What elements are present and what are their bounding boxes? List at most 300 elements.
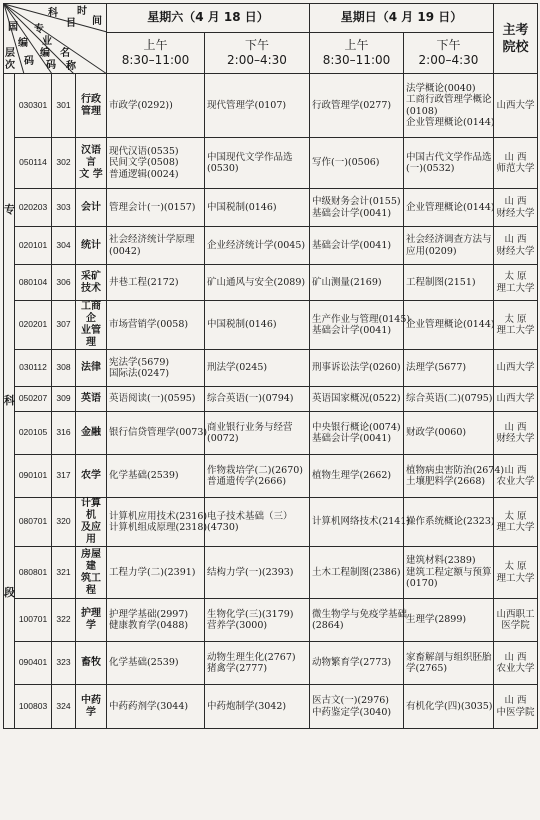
major-code-cell: 020105 (15, 412, 52, 455)
session-header (107, 33, 205, 74)
course-sat-am-cell (107, 189, 205, 227)
main-school-cell (494, 387, 538, 412)
major-code-cell: 090401 (15, 642, 52, 685)
course-sat-pm-cell (205, 685, 310, 729)
major-name-cell-line: 采矿 (81, 270, 101, 282)
course-sun-am-cell (310, 74, 404, 138)
diag-label-bian: 编 (18, 38, 28, 49)
course-sun-am-cell-line: 基础会计学(0041) (312, 207, 392, 219)
table-row (4, 599, 538, 642)
level-char: 段 (4, 585, 15, 599)
major-name-cell-line: 农学 (81, 470, 101, 481)
major-number-cell: 303 (52, 189, 76, 227)
major-name-cell (76, 227, 107, 265)
diag-label-ke: 科 (48, 8, 58, 19)
main-school-cell (494, 189, 538, 227)
major-name-cell (76, 642, 107, 685)
major-name-cell-line: 筑工程 (81, 572, 101, 596)
course-sat-pm-cell-line: 营养学(3000) (207, 620, 268, 631)
main-school-cell-line: 山西大学 (496, 393, 535, 405)
course-sun-am-cell (310, 685, 404, 729)
course-sun-pm-cell-line: 工商行政管理学概论 (406, 94, 492, 105)
major-name-cell (76, 412, 107, 455)
course-sun-pm-cell-line: 社会经济调查方法与 (406, 234, 492, 245)
main-school-cell (494, 685, 538, 729)
course-sun-am-cell-line: 矿山测量(2169) (312, 276, 382, 288)
course-sun-pm-cell-line: 建筑工程定额与预算 (406, 566, 492, 578)
major-code-cell: 030112 (15, 350, 52, 387)
major-name-cell-line: 护理学 (81, 608, 101, 631)
level-char: 科 (4, 394, 15, 408)
major-name-cell-line: 文 学 (79, 169, 103, 180)
main-school-cell-line: 太 原 (504, 271, 527, 282)
course-sat-pm-cell-line: 猪禽学(2777) (207, 663, 268, 674)
course-sun-am-cell (310, 301, 411, 350)
course-sun-am-cell-line: 基础会计学(0041) (312, 325, 392, 336)
course-sat-pm-cell (205, 138, 310, 189)
course-sun-am-cell-line: 中央银行概论(0074) (312, 421, 401, 433)
table-row (4, 455, 538, 498)
major-name-cell-line: 工商企 (81, 301, 101, 324)
course-sun-am-cell-line: 行政管理学(0277) (312, 99, 392, 111)
main-school-header-line: 院校 (502, 39, 529, 55)
major-number-cell: 322 (52, 599, 76, 642)
course-sun-am-cell-line: 动物繁育学(2773) (312, 657, 392, 669)
course-sun-am-cell (310, 455, 404, 498)
course-sun-pm-cell-line: 操作系统概论(2323) (406, 516, 495, 528)
course-sat-pm-cell (205, 265, 310, 301)
diag-label-shi: 时 (77, 6, 87, 17)
main-school-cell-line: 山 西 (504, 464, 527, 476)
course-sun-pm-cell (404, 350, 494, 387)
course-sun-am-cell-line: 中药鉴定学(3040) (312, 706, 392, 718)
table-row (4, 189, 538, 227)
course-sun-pm-cell (404, 547, 494, 599)
course-sat-pm-cell-line: (4730) (207, 522, 239, 533)
day1-header: 星期六（4 月 18 日） (107, 4, 310, 33)
table-row (4, 350, 538, 387)
major-name-cell (76, 455, 107, 498)
course-sat-pm-cell-line: 商业银行业务与经营 (207, 421, 293, 433)
major-number-cell: 302 (52, 138, 76, 189)
course-sat-am-cell-line: 银行信贷管理学(0073) (109, 427, 208, 439)
major-name-cell-line: 中药学 (81, 694, 101, 718)
course-sat-am-cell (107, 227, 205, 265)
main-school-cell (494, 227, 538, 265)
session-label: 上午 (143, 38, 168, 52)
course-sun-pm-cell (404, 642, 494, 685)
table-row (4, 642, 538, 685)
major-code-cell: 020201 (15, 301, 52, 350)
main-school-cell-line: 山西职工 (496, 608, 535, 620)
major-number-cell: 304 (52, 227, 76, 265)
course-sun-pm-cell-line: 植物病虫害防治(2674) (406, 464, 505, 476)
diag-label-yuan: 编 (40, 48, 50, 59)
diag-label-ma2: 码 (46, 60, 56, 71)
course-sun-pm-cell (404, 301, 494, 350)
main-school-cell (494, 455, 538, 498)
course-sat-am-cell (107, 301, 205, 350)
course-sun-am-cell-line: 生产作业与管理(0145) (312, 313, 411, 325)
course-sat-am-cell-line: 社会经济统计学原理 (109, 234, 195, 245)
course-sun-pm-cell-line: 法理学(5677) (406, 362, 467, 374)
major-name-cell-line: 行政 (81, 93, 101, 105)
course-sat-pm-cell (205, 455, 310, 498)
main-school-cell-line: 山西大学 (496, 362, 535, 374)
major-number-cell: 309 (52, 387, 76, 412)
diag-label-ming: 名 (60, 48, 70, 59)
major-name-cell-line: 英语 (81, 393, 101, 404)
main-school-cell (494, 138, 538, 189)
main-school-cell (494, 74, 538, 138)
course-sat-am-cell-line: (0042) (109, 245, 141, 257)
main-school-cell (494, 498, 538, 547)
main-school-header-line: 主考 (502, 22, 529, 38)
course-sat-pm-cell (205, 189, 310, 227)
major-code-cell: 080801 (15, 547, 52, 599)
major-name-cell-line: 法律 (81, 362, 101, 373)
session-time: 2:00–4:30 (418, 53, 479, 67)
diag-label-zhuan: 专 (34, 24, 44, 35)
main-school-cell-line: 山 西 (504, 695, 527, 706)
main-school-cell-line: 理工大学 (496, 572, 535, 584)
course-sat-pm-cell-line: 现代管理学(0107) (207, 99, 287, 111)
major-name-cell-line: 汉语言 (81, 145, 101, 168)
course-sat-pm-cell-line: (0072) (207, 433, 239, 444)
course-sat-am-cell-line: 健康教育学(0488) (109, 620, 189, 631)
major-name-cell-line: 管理 (81, 105, 101, 117)
major-number-cell: 301 (52, 74, 76, 138)
diag-label-jian: 间 (92, 16, 102, 27)
course-sat-am-cell-line: 工程力学(二)(2391) (109, 566, 196, 578)
major-code-cell: 080701 (15, 498, 52, 547)
course-sun-am-cell-line: (2864) (312, 620, 344, 631)
major-code-cell: 050114 (15, 138, 52, 189)
main-school-cell (494, 350, 538, 387)
course-sat-pm-cell (205, 227, 310, 265)
major-number-cell: 317 (52, 455, 76, 498)
course-sat-am-cell (107, 547, 205, 599)
major-number-cell: 323 (52, 642, 76, 685)
course-sat-am-cell (107, 350, 205, 387)
course-sat-am-cell (107, 265, 205, 301)
table-row (4, 387, 538, 412)
course-sun-am-cell (310, 138, 404, 189)
course-sun-am-cell (310, 265, 404, 301)
course-sun-am-cell-line: 植物生理学(2662) (312, 470, 392, 482)
course-sun-pm-cell-line: 中国古代文学作品选 (406, 151, 492, 163)
session-header (310, 33, 404, 74)
course-sat-am-cell-line: 英语阅读(一)(0595) (109, 393, 196, 405)
major-name-cell-line: 业管理 (81, 325, 101, 348)
session-label: 下午 (436, 38, 461, 52)
course-sun-am-cell-line: 基础会计学(0041) (312, 433, 392, 444)
level-char: 专 (4, 202, 15, 216)
course-sat-pm-cell (205, 301, 310, 350)
course-sun-pm-cell (404, 189, 494, 227)
main-school-cell-line: 医学院 (501, 620, 530, 631)
course-sun-pm-cell-line: 有机化学(四)(3035) (406, 700, 493, 712)
major-number-cell: 320 (52, 498, 76, 547)
table-row (4, 412, 538, 455)
course-sat-am-cell (107, 599, 205, 642)
major-code-cell: 050207 (15, 387, 52, 412)
course-sat-am-cell-line: 中药药剂学(3044) (109, 700, 189, 712)
course-sun-am-cell-line: 土木工程制图(2386) (312, 566, 401, 578)
main-school-cell (494, 547, 538, 599)
main-school-cell-line: 太 原 (504, 561, 527, 572)
major-name-cell-line: 畜牧 (81, 657, 101, 668)
major-name-cell (76, 350, 107, 387)
session-label: 上午 (344, 38, 369, 52)
major-name-cell (76, 189, 107, 227)
session-header (404, 33, 494, 74)
course-sat-pm-cell-line: 中国现代文学作品选 (207, 151, 293, 163)
course-sat-pm-cell (205, 547, 310, 599)
table-row (4, 227, 538, 265)
course-sun-pm-cell (404, 227, 494, 265)
course-sun-am-cell (310, 412, 404, 455)
day2-header: 星期日（4 月 19 日） (310, 4, 494, 33)
major-number-cell: 306 (52, 265, 76, 301)
header-diagonal-cell (4, 4, 107, 74)
course-sun-am-cell-line: 刑事诉讼法学(0260) (312, 362, 401, 374)
course-sun-pm-cell-line: 生理学(2899) (406, 614, 467, 626)
session-time: 8:30–11:00 (322, 53, 391, 67)
main-school-cell-line: 山 西 (504, 651, 527, 663)
course-sat-am-cell-line: 化学基础(2539) (109, 470, 179, 482)
course-sun-am-cell (310, 642, 404, 685)
main-school-cell-line: 理工大学 (496, 325, 535, 336)
course-sat-am-cell-line: 护理学基础(2997) (109, 608, 189, 620)
major-name-cell (76, 547, 107, 599)
course-sun-pm-cell-line: (一)(0532) (406, 163, 455, 174)
major-number-cell: 324 (52, 685, 76, 729)
course-sun-am-cell (310, 350, 404, 387)
course-sun-am-cell (310, 189, 404, 227)
course-sat-pm-cell-line: 刑法学(0245) (207, 362, 268, 374)
course-sun-pm-cell (404, 455, 505, 498)
course-sun-am-cell (310, 387, 404, 412)
course-sat-pm-cell (205, 642, 310, 685)
course-sun-pm-cell-line: (0108) (406, 105, 438, 117)
course-sun-pm-cell-line: 企业管理概论(0144) (406, 319, 495, 331)
major-name-cell (76, 685, 107, 729)
course-sun-pm-cell (404, 498, 494, 547)
main-school-cell (494, 301, 538, 350)
course-sat-pm-cell-line: 矿山通风与安全(2089) (207, 276, 306, 288)
major-code-cell: 020101 (15, 227, 52, 265)
course-sat-am-cell (107, 138, 205, 189)
main-school-cell-line: 太 原 (504, 510, 527, 522)
course-sat-am-cell-line: 普通逻辑(0024) (109, 168, 179, 180)
table-row (4, 138, 538, 189)
course-sat-pm-cell-line: 电子技术基础（三） (207, 510, 293, 522)
major-name-cell (76, 301, 107, 350)
major-name-cell (76, 599, 107, 642)
main-school-cell-line: 财经大学 (496, 433, 535, 444)
major-number-cell: 321 (52, 547, 76, 599)
major-name-cell (76, 74, 107, 138)
level-cell (4, 74, 15, 729)
course-sat-pm-cell (205, 74, 310, 138)
course-sat-pm-cell-line: 生物化学(三)(3179) (207, 608, 294, 620)
course-sun-pm-cell (404, 138, 494, 189)
major-name-cell-line: 会计 (81, 201, 101, 213)
table-row (4, 547, 538, 599)
course-sat-am-cell-line: 井巷工程(2172) (109, 276, 179, 288)
table-row (4, 301, 538, 350)
major-name-cell (76, 387, 107, 412)
major-code-cell: 100803 (15, 685, 52, 729)
course-sun-pm-cell-line: 家畜解剖与组织胚胎 (406, 651, 492, 663)
course-sun-pm-cell-line: 应用(0209) (406, 245, 457, 257)
major-name-cell-line: 统计 (81, 239, 101, 251)
major-name-cell-line: 房屋建 (81, 548, 101, 572)
course-sat-pm-cell (205, 387, 310, 412)
major-name-cell (76, 138, 107, 189)
course-sun-am-cell (310, 599, 408, 642)
course-sun-am-cell-line: 写作(一)(0506) (312, 157, 380, 169)
major-code-cell: 020203 (15, 189, 52, 227)
course-sun-am-cell-line: 计算机网络技术(2141) (312, 516, 411, 528)
course-sun-pm-cell-line: 财政学(0060) (406, 427, 467, 439)
major-name-cell (76, 265, 107, 301)
course-sun-am-cell (310, 498, 411, 547)
course-sat-pm-cell-line: 动物生理生化(2767) (207, 651, 296, 663)
course-sat-am-cell-line: 管理会计(一)(0157) (109, 201, 196, 213)
major-code-cell: 090101 (15, 455, 52, 498)
course-sat-pm-cell-line: 中国税制(0146) (207, 201, 277, 213)
table-row (4, 685, 538, 729)
main-school-cell-line: 山 西 (504, 234, 527, 245)
major-code-cell: 080104 (15, 265, 52, 301)
major-name-cell-line: 技术 (81, 282, 101, 294)
table-row (4, 265, 538, 301)
main-school-cell-line: 山 西 (504, 151, 527, 163)
course-sat-pm-cell-line: 企业经济统计学(0045) (207, 239, 306, 251)
course-sat-pm-cell-line: 作物栽培学(二)(2670) (207, 464, 304, 476)
main-school-cell-line: 山西大学 (496, 99, 535, 111)
course-sat-am-cell (107, 387, 205, 412)
course-sat-am-cell-line: 民间文学(0508) (109, 157, 179, 169)
course-sun-pm-cell-line: 工程制图(2151) (406, 276, 476, 288)
course-sat-am-cell (107, 455, 205, 498)
diag-label-ci: 次 (5, 60, 15, 71)
course-sun-pm-cell (404, 74, 494, 138)
session-header (205, 33, 310, 74)
course-sat-am-cell (107, 642, 205, 685)
course-sat-pm-cell (205, 498, 310, 547)
course-sun-pm-cell (404, 387, 494, 412)
exam-schedule-table (3, 3, 538, 729)
course-sat-pm-cell-line: 中国税制(0146) (207, 319, 277, 331)
course-sun-am-cell-line: 英语国家概况(0522) (312, 393, 401, 405)
main-school-cell-line: 农业大学 (496, 663, 535, 674)
course-sun-pm-cell (404, 412, 494, 455)
course-sat-pm-cell-line: 结构力学(一)(2393) (207, 566, 294, 578)
main-school-cell (494, 599, 538, 642)
major-code-cell: 100701 (15, 599, 52, 642)
main-school-cell-line: 理工大学 (496, 282, 535, 294)
main-school-cell (494, 412, 538, 455)
course-sat-am-cell-line: 化学基础(2539) (109, 657, 179, 669)
main-school-cell-line: 中医学院 (496, 706, 535, 718)
major-name-cell-line: 及应用 (81, 522, 101, 545)
diag-label-ceng: 层 (5, 48, 15, 59)
table-row (4, 74, 538, 138)
main-school-cell-line: 理工大学 (496, 522, 535, 533)
course-sun-am-cell-line: 基础会计学(0041) (312, 239, 392, 251)
diag-label-ma: 码 (24, 56, 34, 67)
course-sat-am-cell-line: 市政学(0292)) (109, 99, 173, 111)
main-school-cell-line: 财经大学 (496, 245, 535, 257)
course-sat-pm-cell (205, 599, 310, 642)
course-sun-am-cell-line: 医古文(一)(2976) (312, 695, 390, 706)
main-school-cell (494, 265, 538, 301)
diag-label-cheng: 称 (66, 61, 76, 72)
course-sun-pm-cell-line: 法学概论(0040) (406, 82, 476, 94)
course-sat-pm-cell-line: (0530) (207, 163, 239, 174)
course-sun-am-cell-line: 中级财务会计(0155) (312, 196, 401, 207)
main-school-cell-line: 师范大学 (496, 163, 535, 174)
course-sat-pm-cell-line: 综合英语(一)(0794) (207, 393, 294, 405)
course-sat-pm-cell-line: 普通遗传学(2666) (207, 476, 287, 487)
course-sun-pm-cell-line: 建筑材料(2389) (406, 555, 476, 567)
major-name-cell-line: 金融 (81, 427, 101, 438)
diag-label-ye: 业 (42, 36, 52, 47)
course-sat-am-cell-line: 宪法学(5679) (109, 356, 170, 368)
main-school-cell (494, 642, 538, 685)
session-time: 2:00–4:30 (227, 53, 287, 67)
course-sun-pm-cell-line: 学(2765) (406, 663, 448, 674)
course-sat-am-cell-line: 计算机组成原理(2318) (109, 522, 208, 533)
course-sun-am-cell-line: 微生物学与免疫学基础 (312, 608, 408, 620)
table-row (4, 498, 538, 547)
course-sat-am-cell-line: 市场营销学(0058) (109, 319, 189, 331)
course-sun-pm-cell-line: (0170) (406, 578, 438, 590)
main-school-header (494, 4, 538, 74)
diag-label-mu: 目 (66, 18, 76, 29)
course-sun-pm-cell (404, 265, 494, 301)
course-sun-am-cell (310, 227, 404, 265)
major-number-cell: 307 (52, 301, 76, 350)
course-sat-pm-cell (205, 412, 310, 455)
main-school-cell-line: 太 原 (504, 313, 527, 325)
course-sun-pm-cell (404, 685, 494, 729)
session-label: 下午 (244, 38, 269, 52)
course-sat-am-cell-line: 计算机应用技术(2316) (109, 510, 208, 522)
major-code-cell: 030301 (15, 74, 52, 138)
major-number-cell: 316 (52, 412, 76, 455)
course-sat-am-cell (107, 74, 205, 138)
main-school-cell-line: 农业大学 (496, 476, 535, 487)
main-school-cell-line: 财经大学 (496, 207, 535, 219)
main-school-cell-line: 山 西 (504, 421, 527, 433)
course-sat-am-cell-line: 国际法(0247) (109, 368, 170, 379)
course-sat-am-cell (107, 498, 208, 547)
course-sun-pm-cell (404, 599, 494, 642)
session-time: 8:30–11:00 (121, 53, 190, 67)
course-sun-pm-cell-line: 企业管理概论(0144) (406, 117, 495, 128)
major-number-cell: 308 (52, 350, 76, 387)
course-sun-am-cell (310, 547, 404, 599)
major-name-cell-line: 计算机 (81, 498, 101, 521)
course-sun-pm-cell-line: 土壤肥料学(2668) (406, 476, 486, 487)
course-sat-pm-cell (205, 350, 310, 387)
course-sun-pm-cell-line: 企业管理概论(0144) (406, 201, 495, 213)
major-name-cell (76, 498, 107, 547)
